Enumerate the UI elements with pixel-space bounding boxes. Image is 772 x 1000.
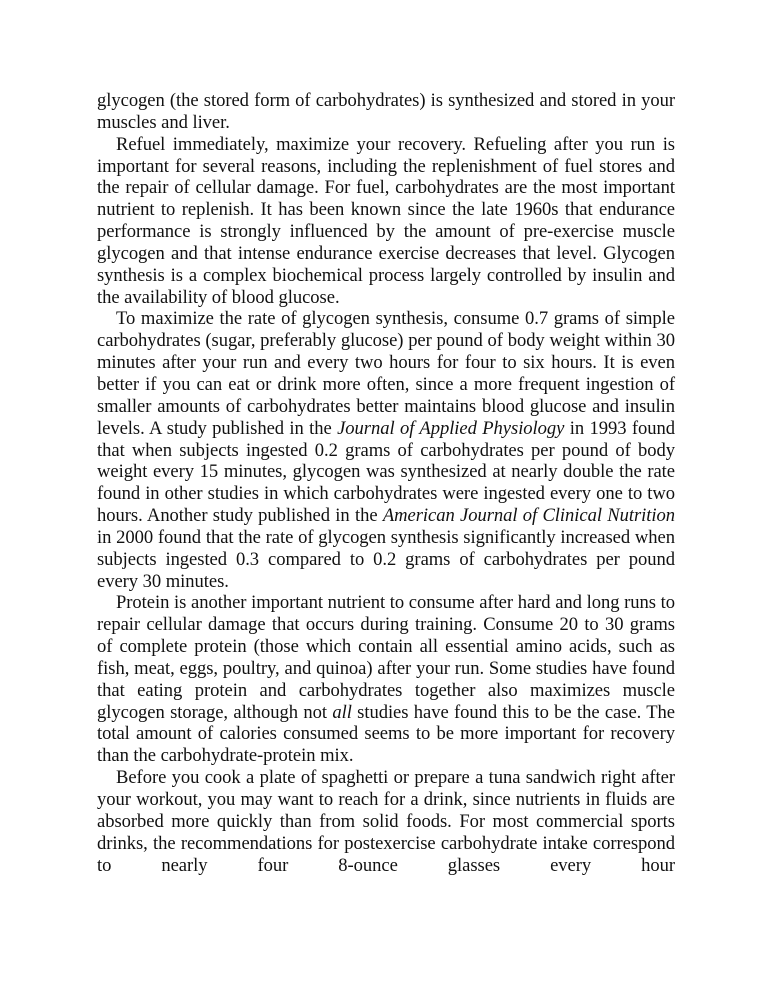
- italic-text: all: [332, 701, 352, 723]
- document-page: [97, 90, 675, 876]
- paragraph-text: To maximize the rate of glycogen synthesis, consume 0.7 grams of simple carbohydrates (sugar, preferably glucose) per pound of body weight within 30 minutes after your run and every two hours for four to six hours. It is even better if you can eat or drink more often, since a more frequent ingestion of smaller amounts of carbohydrates better maintains blood glucose and insulin levels. A study published in the: [97, 308, 675, 439]
- paragraph-text: studies have found this to be the case. The total amount of calories consumed seems to be more important for recovery than the carbohydrate-protein mix.: [97, 701, 676, 767]
- paragraph-text: Protein is another important nutrient to consume after hard and long runs to repair cellular damage that occurs during training. Consume 20 to 30 grams of complete protein (those which contain all essential amino acids, such as fish, meat, eggs, poultry, and quinoa) after your run. Some studies have found that eating protein and carbohydrates together also maximizes muscle glycogen storage, although not: [97, 592, 675, 723]
- italic-text: American Journal of Clinical Nutrition: [382, 505, 676, 527]
- paragraph: [97, 134, 675, 309]
- paragraph: [97, 308, 675, 592]
- paragraph: [97, 592, 675, 767]
- paragraph-text: Before you cook a plate of spaghetti or prepare a tuna sandwich right after your workout, you may want to reach for a drink, since nutrients in fluids are absorbed more quickly than from solid foods. For most commercial sports drinks, the recommendations for postexercise carbohydrate intake correspond to nearly four 8-ounce glasses every hour: [97, 767, 675, 876]
- paragraph-text: Refuel immediately, maximize your recovery. Refueling after you run is important for several reasons, including the replenishment of fuel stores and the repair of cellular damage. For fuel, carbohydrates are the most important nutrient to replenish. It has been known since the late 1960s that endurance performance is strongly influenced by the amount of pre-exercise muscle glycogen and that intense endurance exercise decreases that level. Glycogen synthesis is a complex biochemical process largely controlled by insulin and the availability of blood glucose.: [97, 133, 675, 308]
- paragraph-text: glycogen (the stored form of carbohydrates) is synthesized and stored in your muscles and liver.: [97, 90, 675, 133]
- paragraph: [97, 90, 675, 134]
- paragraph-text: in 2000 found that the rate of glycogen synthesis significantly increased when subjects ingested 0.3 compared to 0.2 grams of carbohydrates per pound every 30 minutes.: [97, 526, 675, 592]
- paragraph: [97, 767, 675, 876]
- paragraph-text: in 1993 found that when subjects ingested 0.2 grams of carbohydrates per pound of body weight every 15 minutes, glycogen was synthesized at nearly double the rate found in other studies in which carbohydrates were ingested every one to two hours. Another study published in the: [97, 417, 675, 527]
- body-text: [97, 90, 675, 876]
- italic-text: Journal of Applied Physiology: [337, 417, 565, 439]
